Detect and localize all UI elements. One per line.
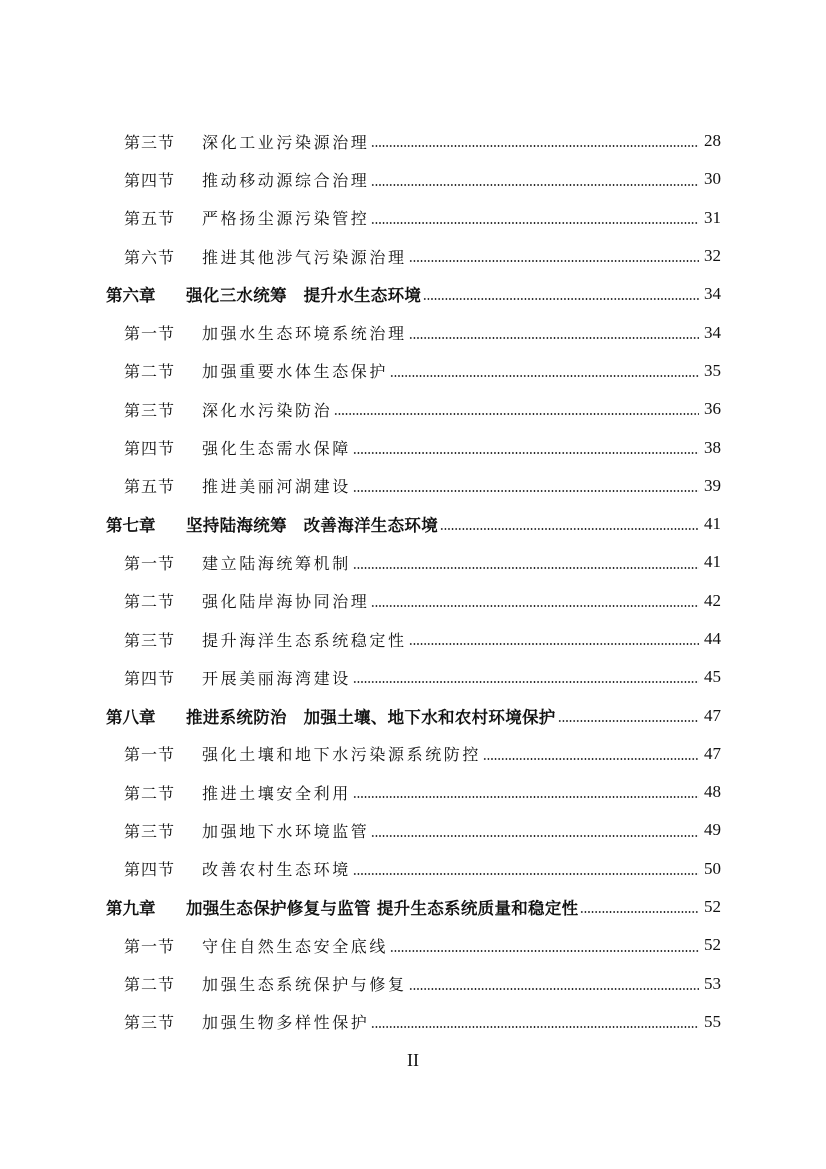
section-number: 第三节 bbox=[124, 630, 176, 650]
dot-leader bbox=[423, 298, 699, 300]
page-number: 53 bbox=[704, 973, 721, 993]
section-number: 第一节 bbox=[124, 324, 176, 344]
section-number: 第三节 bbox=[124, 400, 176, 420]
toc-section-row[interactable] bbox=[0, 313, 721, 351]
section-number: 第三节 bbox=[124, 132, 176, 152]
dot-leader bbox=[409, 337, 699, 339]
section-title: 开展美丽海湾建设 bbox=[202, 668, 351, 688]
page-number: 38 bbox=[704, 437, 721, 457]
toc-section-row[interactable] bbox=[0, 160, 721, 198]
dot-leader bbox=[334, 413, 699, 415]
dot-leader bbox=[483, 758, 699, 760]
toc-chapter-row[interactable] bbox=[0, 275, 721, 313]
toc-section-row[interactable] bbox=[0, 658, 721, 696]
toc-chapter-row[interactable] bbox=[0, 505, 721, 543]
page-number: 42 bbox=[704, 590, 721, 610]
page-number: 36 bbox=[704, 399, 721, 419]
section-title: 加强地下水环境监管 bbox=[202, 821, 370, 841]
dot-leader bbox=[353, 567, 699, 569]
page-number: 32 bbox=[704, 246, 721, 266]
page-number: 55 bbox=[704, 1011, 721, 1031]
section-number: 第一节 bbox=[124, 745, 176, 765]
section-title: 推进其他涉气污染源治理 bbox=[202, 247, 407, 267]
section-title: 推进土壤安全利用 bbox=[202, 783, 351, 803]
toc-section-row[interactable] bbox=[0, 428, 721, 466]
dot-leader bbox=[409, 988, 699, 990]
section-number: 第四节 bbox=[124, 170, 176, 190]
section-number: 第四节 bbox=[124, 668, 176, 688]
page-number: 50 bbox=[704, 858, 721, 878]
section-title: 严格扬尘源污染管控 bbox=[202, 209, 370, 229]
dot-leader bbox=[353, 490, 699, 492]
dot-leader bbox=[371, 1026, 699, 1028]
section-number: 第三节 bbox=[124, 1013, 176, 1033]
dot-leader bbox=[353, 873, 699, 875]
table-of-contents bbox=[0, 122, 826, 1041]
section-number: 第三节 bbox=[124, 821, 176, 841]
page-number: 35 bbox=[704, 360, 721, 380]
dot-leader bbox=[353, 796, 699, 798]
toc-section-row[interactable] bbox=[0, 620, 721, 658]
chapter-number: 第八章 bbox=[106, 707, 156, 727]
page-number: 52 bbox=[704, 897, 721, 917]
page-number: 45 bbox=[704, 667, 721, 687]
toc-section-row[interactable] bbox=[0, 965, 721, 1003]
section-title: 强化土壤和地下水污染源系统防控 bbox=[202, 745, 482, 765]
page-number: 41 bbox=[704, 514, 721, 534]
section-title: 推动移动源综合治理 bbox=[202, 170, 370, 190]
section-title: 推进美丽河湖建设 bbox=[202, 477, 351, 497]
section-title: 深化工业污染源治理 bbox=[202, 132, 370, 152]
section-number: 第五节 bbox=[124, 209, 176, 229]
section-title: 改善农村生态环境 bbox=[202, 860, 351, 880]
section-number: 第二节 bbox=[124, 975, 176, 995]
section-title: 建立陆海统筹机制 bbox=[202, 553, 351, 573]
section-title: 加强生物多样性保护 bbox=[202, 1013, 370, 1033]
dot-leader bbox=[371, 835, 699, 837]
page-number: 31 bbox=[704, 207, 721, 227]
chapter-number: 第六章 bbox=[106, 286, 156, 306]
page-number: 34 bbox=[704, 322, 721, 342]
dot-leader bbox=[440, 528, 699, 530]
dot-leader bbox=[353, 452, 699, 454]
dot-leader bbox=[409, 643, 699, 645]
section-title: 深化水污染防治 bbox=[202, 400, 333, 420]
section-title: 加强生态系统保护与修复 bbox=[202, 975, 407, 995]
toc-section-row[interactable] bbox=[0, 199, 721, 237]
section-number: 第四节 bbox=[124, 860, 176, 880]
toc-chapter-row[interactable] bbox=[0, 888, 721, 926]
dot-leader bbox=[371, 184, 699, 186]
toc-section-row[interactable] bbox=[0, 237, 721, 275]
toc-section-row[interactable] bbox=[0, 735, 721, 773]
section-title: 加强重要水体生态保护 bbox=[202, 362, 389, 382]
page-number: 41 bbox=[704, 552, 721, 572]
dot-leader bbox=[371, 222, 699, 224]
page-number: 34 bbox=[704, 284, 721, 304]
section-title: 提升海洋生态系统稳定性 bbox=[202, 630, 407, 650]
chapter-number: 第七章 bbox=[106, 516, 156, 536]
section-number: 第二节 bbox=[124, 783, 176, 803]
toc-section-row[interactable] bbox=[0, 467, 721, 505]
footer-page-number: II bbox=[407, 1050, 419, 1070]
toc-chapter-row[interactable] bbox=[0, 696, 721, 734]
dot-leader bbox=[390, 950, 699, 952]
chapter-title: 坚持陆海统筹 改善海洋生态环境 bbox=[186, 516, 438, 536]
toc-section-row[interactable] bbox=[0, 122, 721, 160]
chapter-title: 推进系统防治 加强土壤、地下水和农村环境保护 bbox=[186, 707, 556, 727]
dot-leader bbox=[580, 911, 699, 913]
toc-section-row[interactable] bbox=[0, 811, 721, 849]
section-number: 第六节 bbox=[124, 247, 176, 267]
toc-section-row[interactable] bbox=[0, 543, 721, 581]
section-number: 第四节 bbox=[124, 439, 176, 459]
toc-section-row[interactable] bbox=[0, 582, 721, 620]
page-number: 52 bbox=[704, 935, 721, 955]
page-number: 30 bbox=[704, 169, 721, 189]
page-number: 28 bbox=[704, 131, 721, 151]
dot-leader bbox=[558, 720, 699, 722]
chapter-title: 加强生态保护修复与监管 提升生态系统质量和稳定性 bbox=[186, 899, 579, 919]
toc-section-row[interactable] bbox=[0, 773, 721, 811]
page-number: 47 bbox=[704, 743, 721, 763]
section-title: 守住自然生态安全底线 bbox=[202, 936, 389, 956]
section-title: 强化生态需水保障 bbox=[202, 439, 351, 459]
section-number: 第一节 bbox=[124, 553, 176, 573]
section-number: 第一节 bbox=[124, 936, 176, 956]
dot-leader bbox=[409, 260, 699, 262]
page-number: 48 bbox=[704, 782, 721, 802]
toc-section-row[interactable] bbox=[0, 352, 721, 390]
page-number: 47 bbox=[704, 705, 721, 725]
toc-section-row[interactable] bbox=[0, 390, 721, 428]
dot-leader bbox=[371, 145, 699, 147]
page-number: 49 bbox=[704, 820, 721, 840]
section-number: 第二节 bbox=[124, 592, 176, 612]
section-title: 加强水生态环境系统治理 bbox=[202, 324, 407, 344]
section-title: 强化陆岸海协同治理 bbox=[202, 592, 370, 612]
dot-leader bbox=[371, 605, 699, 607]
section-number: 第二节 bbox=[124, 362, 176, 382]
chapter-title: 强化三水统筹 提升水生态环境 bbox=[186, 286, 422, 306]
toc-section-row[interactable] bbox=[0, 926, 721, 964]
dot-leader bbox=[353, 681, 699, 683]
chapter-number: 第九章 bbox=[106, 899, 156, 919]
toc-section-row[interactable] bbox=[0, 850, 721, 888]
section-number: 第五节 bbox=[124, 477, 176, 497]
toc-section-row[interactable] bbox=[0, 1003, 721, 1041]
page-number: 39 bbox=[704, 475, 721, 495]
dot-leader bbox=[390, 375, 699, 377]
page-number: 44 bbox=[704, 629, 721, 648]
